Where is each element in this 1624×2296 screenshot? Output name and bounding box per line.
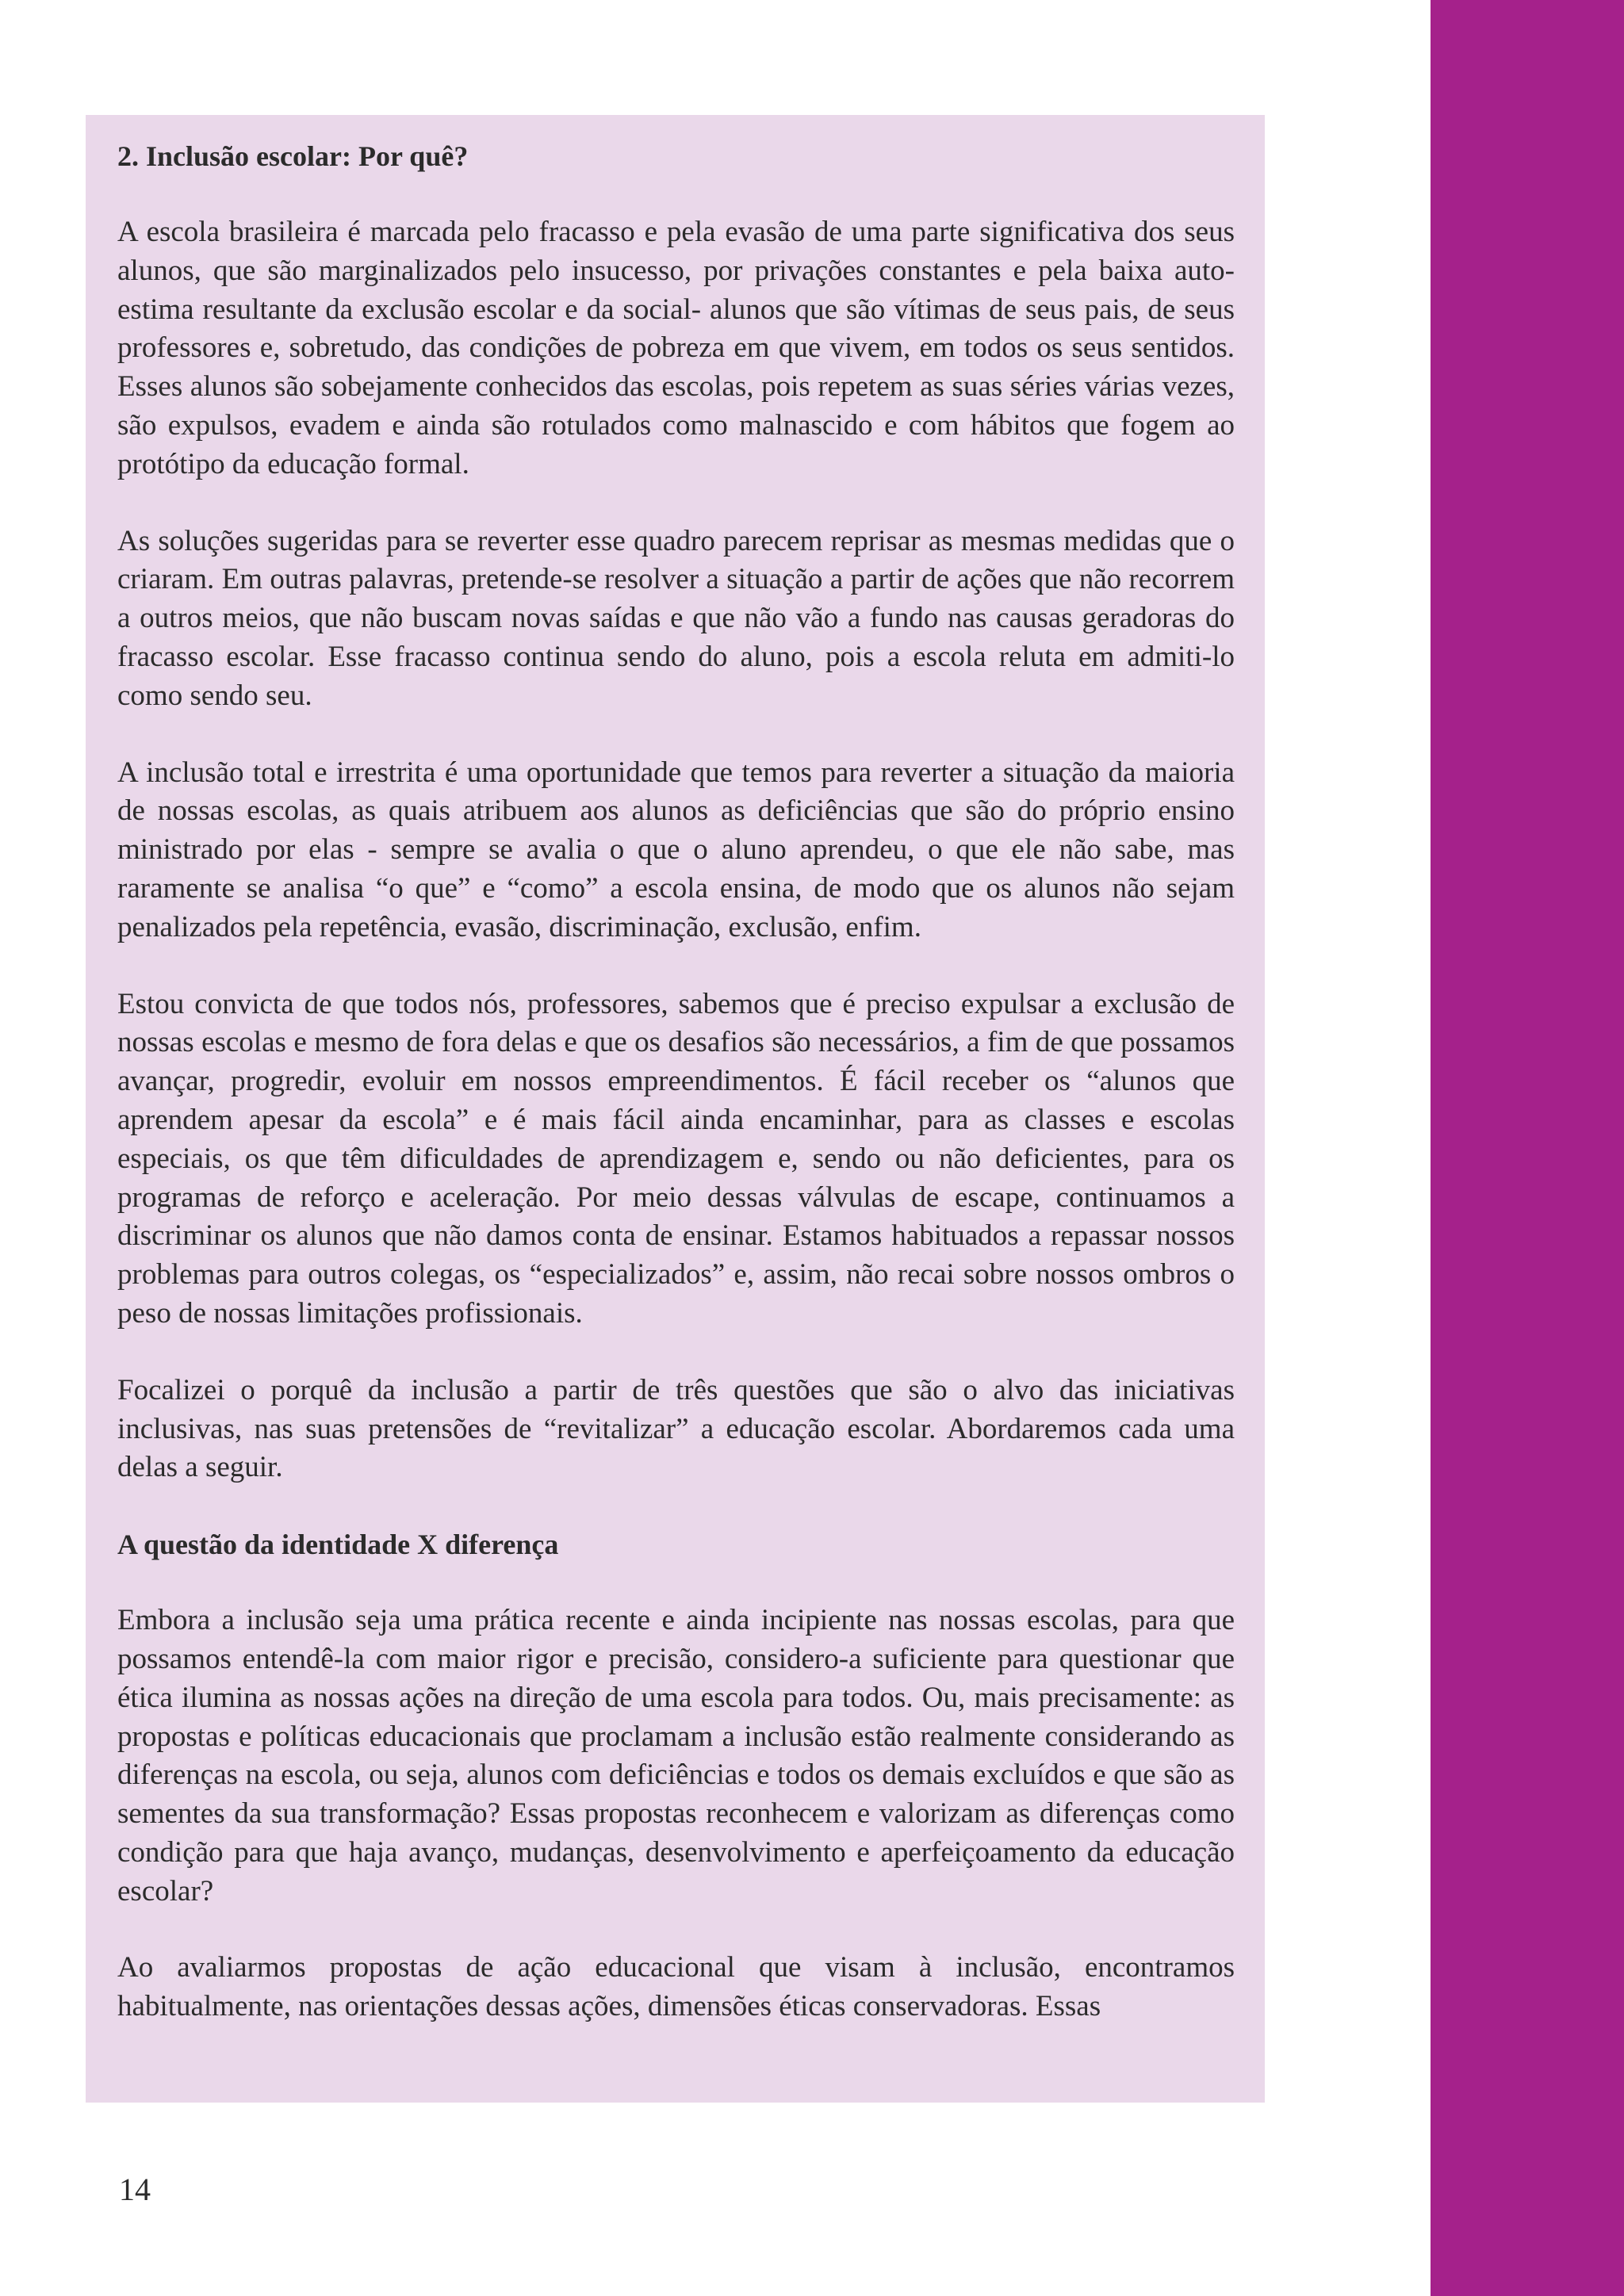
paragraph-3: A inclusão total e irrestrita é uma oportunidade que temos para reverter a situação da maioria de nossas escolas, as quais atribuem aos alunos as deficiências que são do próprio ensino ministrado por elas - sempre se avalia o que o aluno aprendeu, o que ele não sabe, mas raramente se analisa “o que” e “como” a escola ensina, de modo que os alunos não sejam penalizados pela repetência, evasão, discriminação, exclusão, enfim. <box>117 756 1235 943</box>
section-title: 2. Inclusão escolar: Por quê? <box>117 140 469 172</box>
content-box <box>86 115 1265 2103</box>
paragraph-7: Ao avaliarmos propostas de ação educacional que visam à inclusão, encontramos habitualmente, nas orientações dessas ações, dimensões éticas conservadoras. Essas <box>117 1951 1235 2023</box>
paragraph-4: Estou convicta de que todos nós, professores, sabemos que é preciso expulsar a exclusão de nossas escolas e mesmo de fora delas e que os desafios são necessários, a fim de que possamos avançar, progredir, evoluir em nossos empreendimentos. É fácil receber os “alunos que aprendem apesar da escola” e é mais fácil ainda encaminhar, para as classes e escolas especiais, os que têm dificuldades de aprendizagem e, sendo ou não deficientes, para os programas de reforço e aceleração. Por meio dessas válvulas de escape, continuamos a discriminar os alunos que não damos conta de ensinar. Estamos habituados a repassar nossos problemas para outros colegas, os “especializados” e, assim, não recai sobre nossos ombros o peso de nossas limitações profissionais. <box>117 987 1235 1330</box>
subsection-title: A questão da identidade X diferença <box>117 1529 559 1561</box>
side-color-band <box>1431 0 1624 2296</box>
page-number: 14 <box>119 2172 151 2207</box>
paragraph-5: Focalizei o porquê da inclusão a partir de três questões que são o alvo das iniciativas inclusivas, nas suas pretensões de “revitalizar” a educação escolar. Abordaremos cada uma delas a seguir. <box>117 1373 1235 1484</box>
paragraph-1: A escola brasileira é marcada pelo fracasso e pela evasão de uma parte significativa dos seus alunos, que são marginalizados pelo insucesso, por privações constantes e pela baixa auto-estima resultante da exclusão escolar e da social- alunos que são vítimas de seus pais, de seus professores e, sobretudo, das condições de pobreza em que vivem, em todos os seus sentidos. Esses alunos são sobejamente conhecidos das escolas, pois repetem as suas séries várias vezes, são expulsos, evadem e ainda são rotulados como malnascido e com hábitos que fogem ao protótipo da educação formal. <box>117 216 1235 480</box>
paragraph-6: Embora a inclusão seja uma prática recente e ainda incipiente nas nossas escolas, para que possamos entendê-la com maior rigor e precisão, considero-a suficiente para questionar que ética ilumina as nossas ações na direção de uma escola para todos. Ou, mais precisamente: as propostas e políticas educacionais que proclamam a inclusão estão realmente considerando as diferenças na escola, ou seja, alunos com deficiências e todos os demais excluídos e que são as sementes da sua transformação? Essas propostas reconhecem e valorizam as diferenças como condição para que haja avanço, mudanças, desenvolvimento e aperfeiçoamento da educação escolar? <box>117 1604 1235 1908</box>
paragraph-2: As soluções sugeridas para se reverter esse quadro parecem reprisar as mesmas medidas que o criaram. Em outras palavras, pretende-se resolver a situação a partir de ações que não recorrem a outros meios, que não buscam novas saídas e que não vão a fundo nas causas geradoras do fracasso escolar. Esse fracasso continua sendo do aluno, pois a escola reluta em admiti-lo como sendo seu. <box>117 524 1235 712</box>
